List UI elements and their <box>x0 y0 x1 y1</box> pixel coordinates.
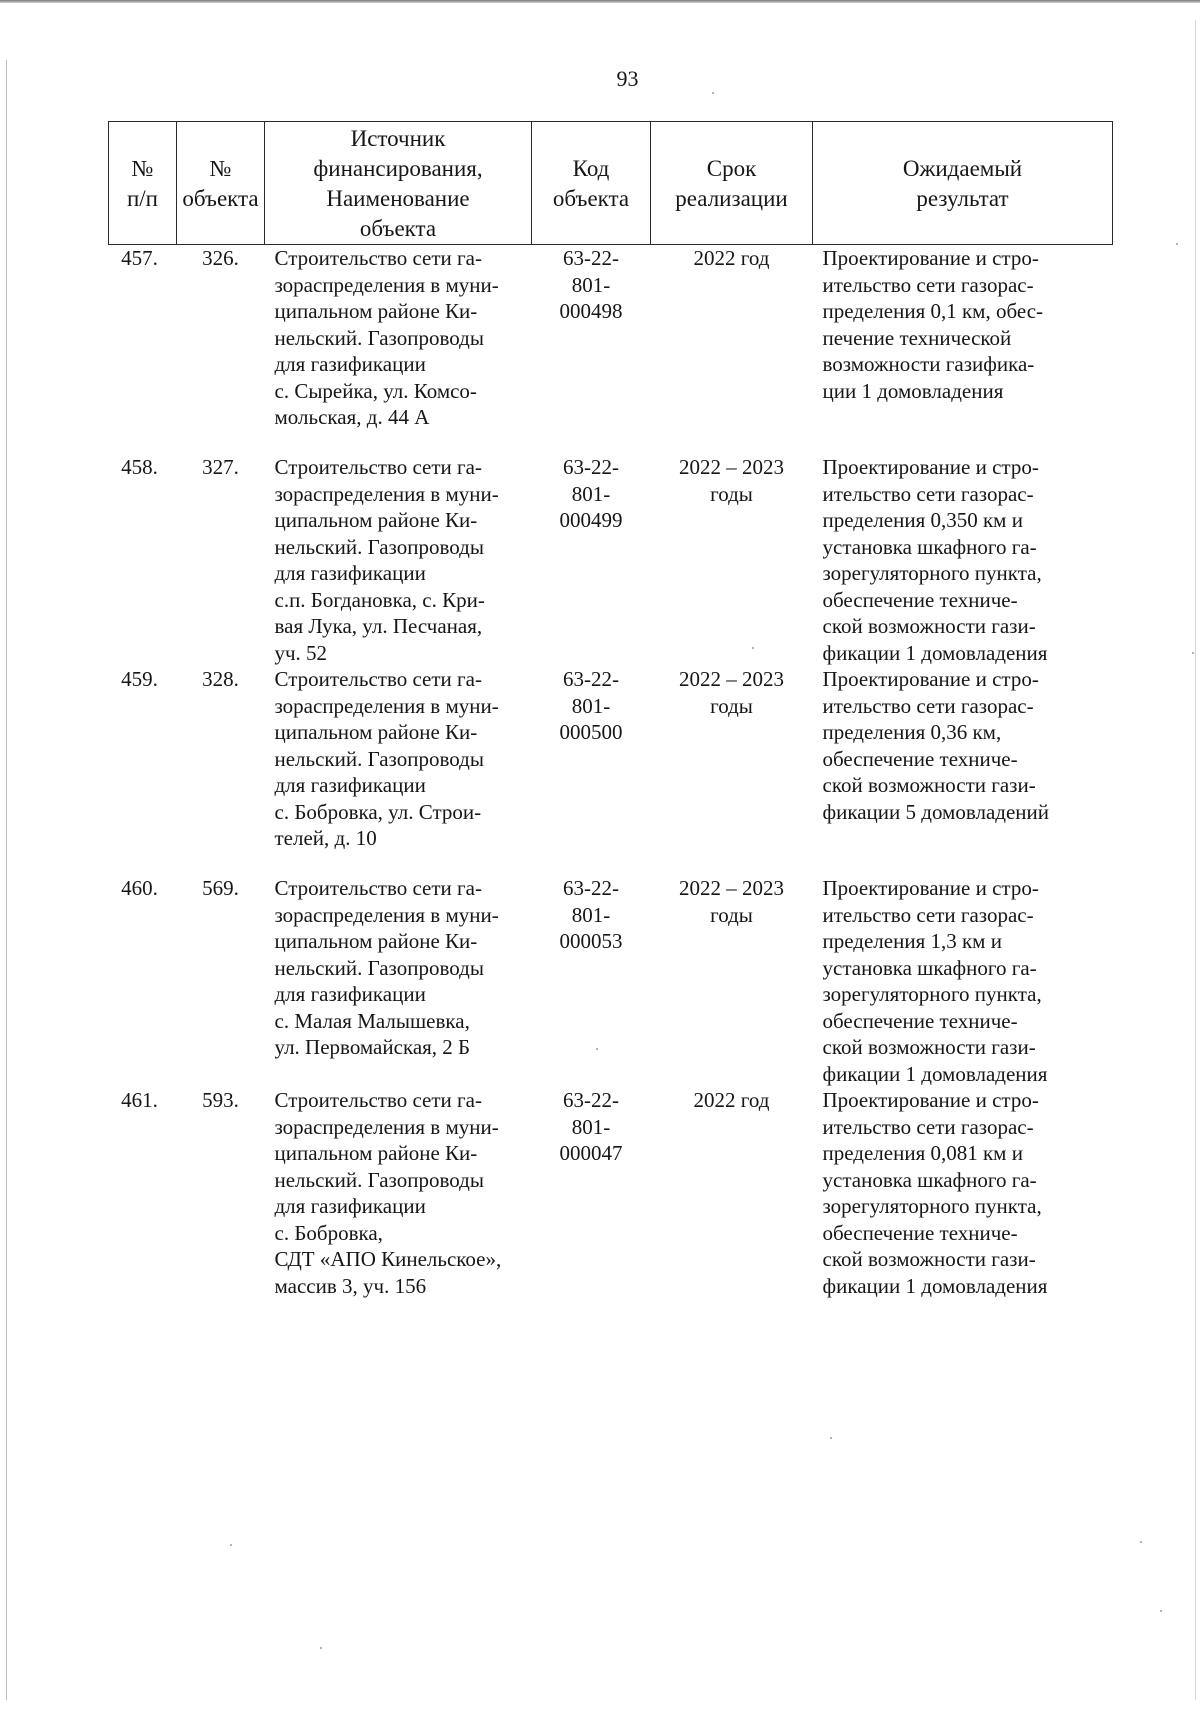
code-line: 801- <box>571 902 611 927</box>
header-code <box>532 122 651 245</box>
result-line: ительство сети газорас- <box>822 902 1034 927</box>
result-line: печение технической <box>822 325 1012 350</box>
name-line: вая Лука, ул. Песчаная, <box>274 614 483 638</box>
header-result <box>813 122 1113 245</box>
code-line: 801- <box>571 693 611 718</box>
cell-expected-result <box>813 454 1113 666</box>
name-line: нельский. Газопроводы <box>274 746 484 771</box>
name-line: ципальном районе Ки- <box>274 508 478 532</box>
cell-object-code <box>532 454 651 666</box>
scan-speck <box>830 1437 832 1439</box>
code-line: 000498 <box>559 299 623 323</box>
cell-object-name <box>265 666 532 875</box>
result-line: пределения 0,350 км и <box>822 508 1023 532</box>
name-line: с. Бобровка, <box>274 1220 383 1245</box>
cell-row-number: 459. <box>121 667 158 691</box>
header-line: объекта <box>182 186 259 211</box>
cell-object-code <box>532 1087 651 1337</box>
cell-object-number: 569. <box>202 876 239 900</box>
scan-edge-top <box>0 0 1200 3</box>
header-line: Наименование <box>326 186 470 211</box>
result-line: ской возможности гази- <box>822 1247 1036 1271</box>
cell-period <box>651 454 813 666</box>
scan-speck <box>1192 652 1194 654</box>
name-line: Строительство сети га- <box>274 1088 482 1112</box>
result-line: ции 1 домовладения <box>822 378 1004 403</box>
name-line: ул. Первомайская, 2 Б <box>274 1035 471 1059</box>
scan-speck <box>712 92 714 94</box>
period-line: 2022 – 2023 <box>679 455 784 479</box>
code-line: 000053 <box>559 929 623 953</box>
result-line: Проектирование и стро- <box>822 246 1039 270</box>
name-line: ципальном районе Ки- <box>274 1141 478 1165</box>
cell-object-number: 326. <box>202 246 239 270</box>
page-number: 93 <box>616 66 639 91</box>
cell-row-number: 457. <box>121 246 158 270</box>
result-line: обеспечение техниче- <box>822 746 1018 771</box>
name-line: телей, д. 10 <box>274 826 377 850</box>
name-line: для газификации <box>274 773 426 797</box>
name-line: нельский. Газопроводы <box>274 1167 484 1192</box>
name-line: массив 3, уч. 156 <box>274 1273 427 1298</box>
code-line: 63-22- <box>563 667 619 691</box>
cell-object-code <box>532 875 651 1087</box>
cell-object-number: 327. <box>202 455 239 479</box>
cell-object-number: 328. <box>202 667 239 691</box>
scan-speck <box>752 647 754 649</box>
name-line: для газификации <box>274 352 426 376</box>
scan-speck <box>230 1544 232 1546</box>
name-line: зораспределения в муни- <box>274 272 499 297</box>
header-line: п/п <box>126 186 158 211</box>
period-line: 2022 год <box>693 1088 770 1112</box>
name-line: с. Бобровка, ул. Строи- <box>274 799 482 824</box>
cell-expected-result <box>813 666 1113 875</box>
cell-object-code <box>532 666 651 875</box>
header-line: результат <box>916 186 1009 211</box>
cell-period <box>651 245 813 455</box>
period-line: годы <box>710 902 753 927</box>
cell-object-number: 593. <box>202 1088 239 1112</box>
name-line: с. Сырейка, ул. Комсо- <box>274 378 477 403</box>
name-line: зораспределения в муни- <box>274 481 499 506</box>
result-line: Проектирование и стро- <box>822 1088 1039 1112</box>
period-line: годы <box>710 481 753 506</box>
name-line: нельский. Газопроводы <box>274 325 484 350</box>
cell-expected-result <box>813 875 1113 1087</box>
name-line: с. Малая Малышевка, <box>274 1008 470 1033</box>
name-line: нельский. Газопроводы <box>274 534 484 559</box>
header-line: Источник <box>350 126 446 151</box>
name-line: мольская, д. 44 А <box>274 405 430 429</box>
result-line: фикации 1 домовладения <box>822 640 1048 665</box>
result-line: установка шкафного га- <box>822 534 1037 559</box>
result-line: фикации 5 домовладений <box>822 799 1049 824</box>
result-line: обеспечение техниче- <box>822 1008 1018 1033</box>
period-line: 2022 год <box>693 246 770 270</box>
header-line: Срок <box>706 156 757 181</box>
cell-period <box>651 875 813 1087</box>
result-line: пределения 1,3 км и <box>822 929 1002 953</box>
header-line: объекта <box>552 186 630 211</box>
name-line: Строительство сети га- <box>274 455 482 479</box>
cell-expected-result <box>813 1087 1113 1337</box>
name-line: с.п. Богдановка, с. Кри- <box>274 587 485 612</box>
result-line: Проектирование и стро- <box>822 455 1039 479</box>
cell-row-number: 461. <box>121 1088 158 1112</box>
result-line: зорегуляторного пункта, <box>822 982 1042 1006</box>
cell-row-number: 458. <box>121 455 158 479</box>
name-line: Строительство сети га- <box>274 667 482 691</box>
name-line: СДТ «АПО Кинельское», <box>274 1247 502 1271</box>
header-line: финансирования, <box>313 156 483 181</box>
result-line: установка шкафного га- <box>822 1167 1037 1192</box>
result-line: фикации 1 домовладения <box>822 1061 1048 1086</box>
cell-object-name <box>265 875 532 1087</box>
result-line: зорегуляторного пункта, <box>822 1194 1042 1218</box>
name-line: для газификации <box>274 982 426 1006</box>
name-line: уч. 52 <box>274 640 328 665</box>
result-line: ительство сети газорас- <box>822 693 1034 718</box>
header-line: Ожидаемый <box>902 156 1023 181</box>
name-line: Строительство сети га- <box>274 246 482 270</box>
name-line: нельский. Газопроводы <box>274 955 484 980</box>
cell-expected-result <box>813 245 1113 455</box>
table-row <box>109 875 1113 1087</box>
result-line: ительство сети газорас- <box>822 272 1034 297</box>
name-line: ципальном районе Ки- <box>274 720 478 744</box>
result-line: ительство сети газорас- <box>822 1114 1034 1139</box>
header-period <box>651 122 813 245</box>
header-object-number <box>177 122 265 245</box>
scan-speck <box>1176 243 1178 245</box>
code-line: 801- <box>571 481 611 506</box>
code-line: 801- <box>571 272 611 297</box>
investment-program-table <box>108 121 1113 1337</box>
code-line: 000499 <box>559 508 623 532</box>
name-line: для газификации <box>274 561 426 585</box>
header-line: объекта <box>359 216 437 241</box>
result-line: пределения 0,081 км и <box>822 1141 1023 1165</box>
header-line: Код <box>572 156 610 181</box>
scan-speck <box>1140 1541 1142 1543</box>
header-source-name <box>265 122 532 245</box>
cell-object-name <box>265 454 532 666</box>
name-line: ципальном районе Ки- <box>274 929 478 953</box>
code-line: 000500 <box>559 720 623 744</box>
result-line: ской возможности гази- <box>822 614 1036 638</box>
header-num <box>109 122 177 245</box>
result-line: зорегуляторного пункта, <box>822 561 1042 585</box>
name-line: зораспределения в муни- <box>274 693 499 718</box>
result-line: ской возможности гази- <box>822 773 1036 797</box>
header-line: реализации <box>675 186 788 211</box>
cell-object-name <box>265 245 532 455</box>
code-line: 801- <box>571 1114 611 1139</box>
result-line: фикации 1 домовладения <box>822 1273 1048 1298</box>
name-line: ципальном районе Ки- <box>274 299 478 323</box>
name-line: Строительство сети га- <box>274 876 482 900</box>
header-line: № <box>131 156 154 181</box>
result-line: установка шкафного га- <box>822 955 1037 980</box>
result-line: обеспечение техниче- <box>822 587 1018 612</box>
scan-speck <box>596 1048 598 1050</box>
result-line: пределения 0,36 км, <box>822 720 1002 744</box>
table-row <box>109 245 1113 455</box>
result-line: ительство сети газорас- <box>822 481 1034 506</box>
name-line: зораспределения в муни- <box>274 902 499 927</box>
cell-object-code <box>532 245 651 455</box>
table-row <box>109 666 1113 875</box>
result-line: пределения 0,1 км, обес- <box>822 299 1044 323</box>
table-row <box>109 1087 1113 1337</box>
result-line: возможности газифика- <box>822 352 1035 376</box>
scan-edge-left <box>6 60 7 1700</box>
cell-period <box>651 1087 813 1337</box>
code-line: 63-22- <box>563 246 619 270</box>
code-line: 000047 <box>559 1141 623 1165</box>
table-header-row <box>109 122 1113 245</box>
code-line: 63-22- <box>563 1088 619 1112</box>
name-line: для газификации <box>274 1194 426 1218</box>
cell-period <box>651 666 813 875</box>
table-row <box>109 454 1113 666</box>
cell-object-name <box>265 1087 532 1337</box>
scan-speck <box>1160 1610 1162 1612</box>
header-line: № <box>209 156 232 181</box>
scan-edge-right <box>1195 20 1196 1700</box>
result-line: обеспечение техниче- <box>822 1220 1018 1245</box>
name-line: зораспределения в муни- <box>274 1114 499 1139</box>
result-line: Проектирование и стро- <box>822 667 1039 691</box>
result-line: Проектирование и стро- <box>822 876 1039 900</box>
period-line: годы <box>710 693 753 718</box>
period-line: 2022 – 2023 <box>679 667 784 691</box>
code-line: 63-22- <box>563 455 619 479</box>
code-line: 63-22- <box>563 876 619 900</box>
scan-speck <box>320 1647 322 1649</box>
cell-row-number: 460. <box>121 876 158 900</box>
result-line: ской возможности гази- <box>822 1035 1036 1059</box>
period-line: 2022 – 2023 <box>679 876 784 900</box>
